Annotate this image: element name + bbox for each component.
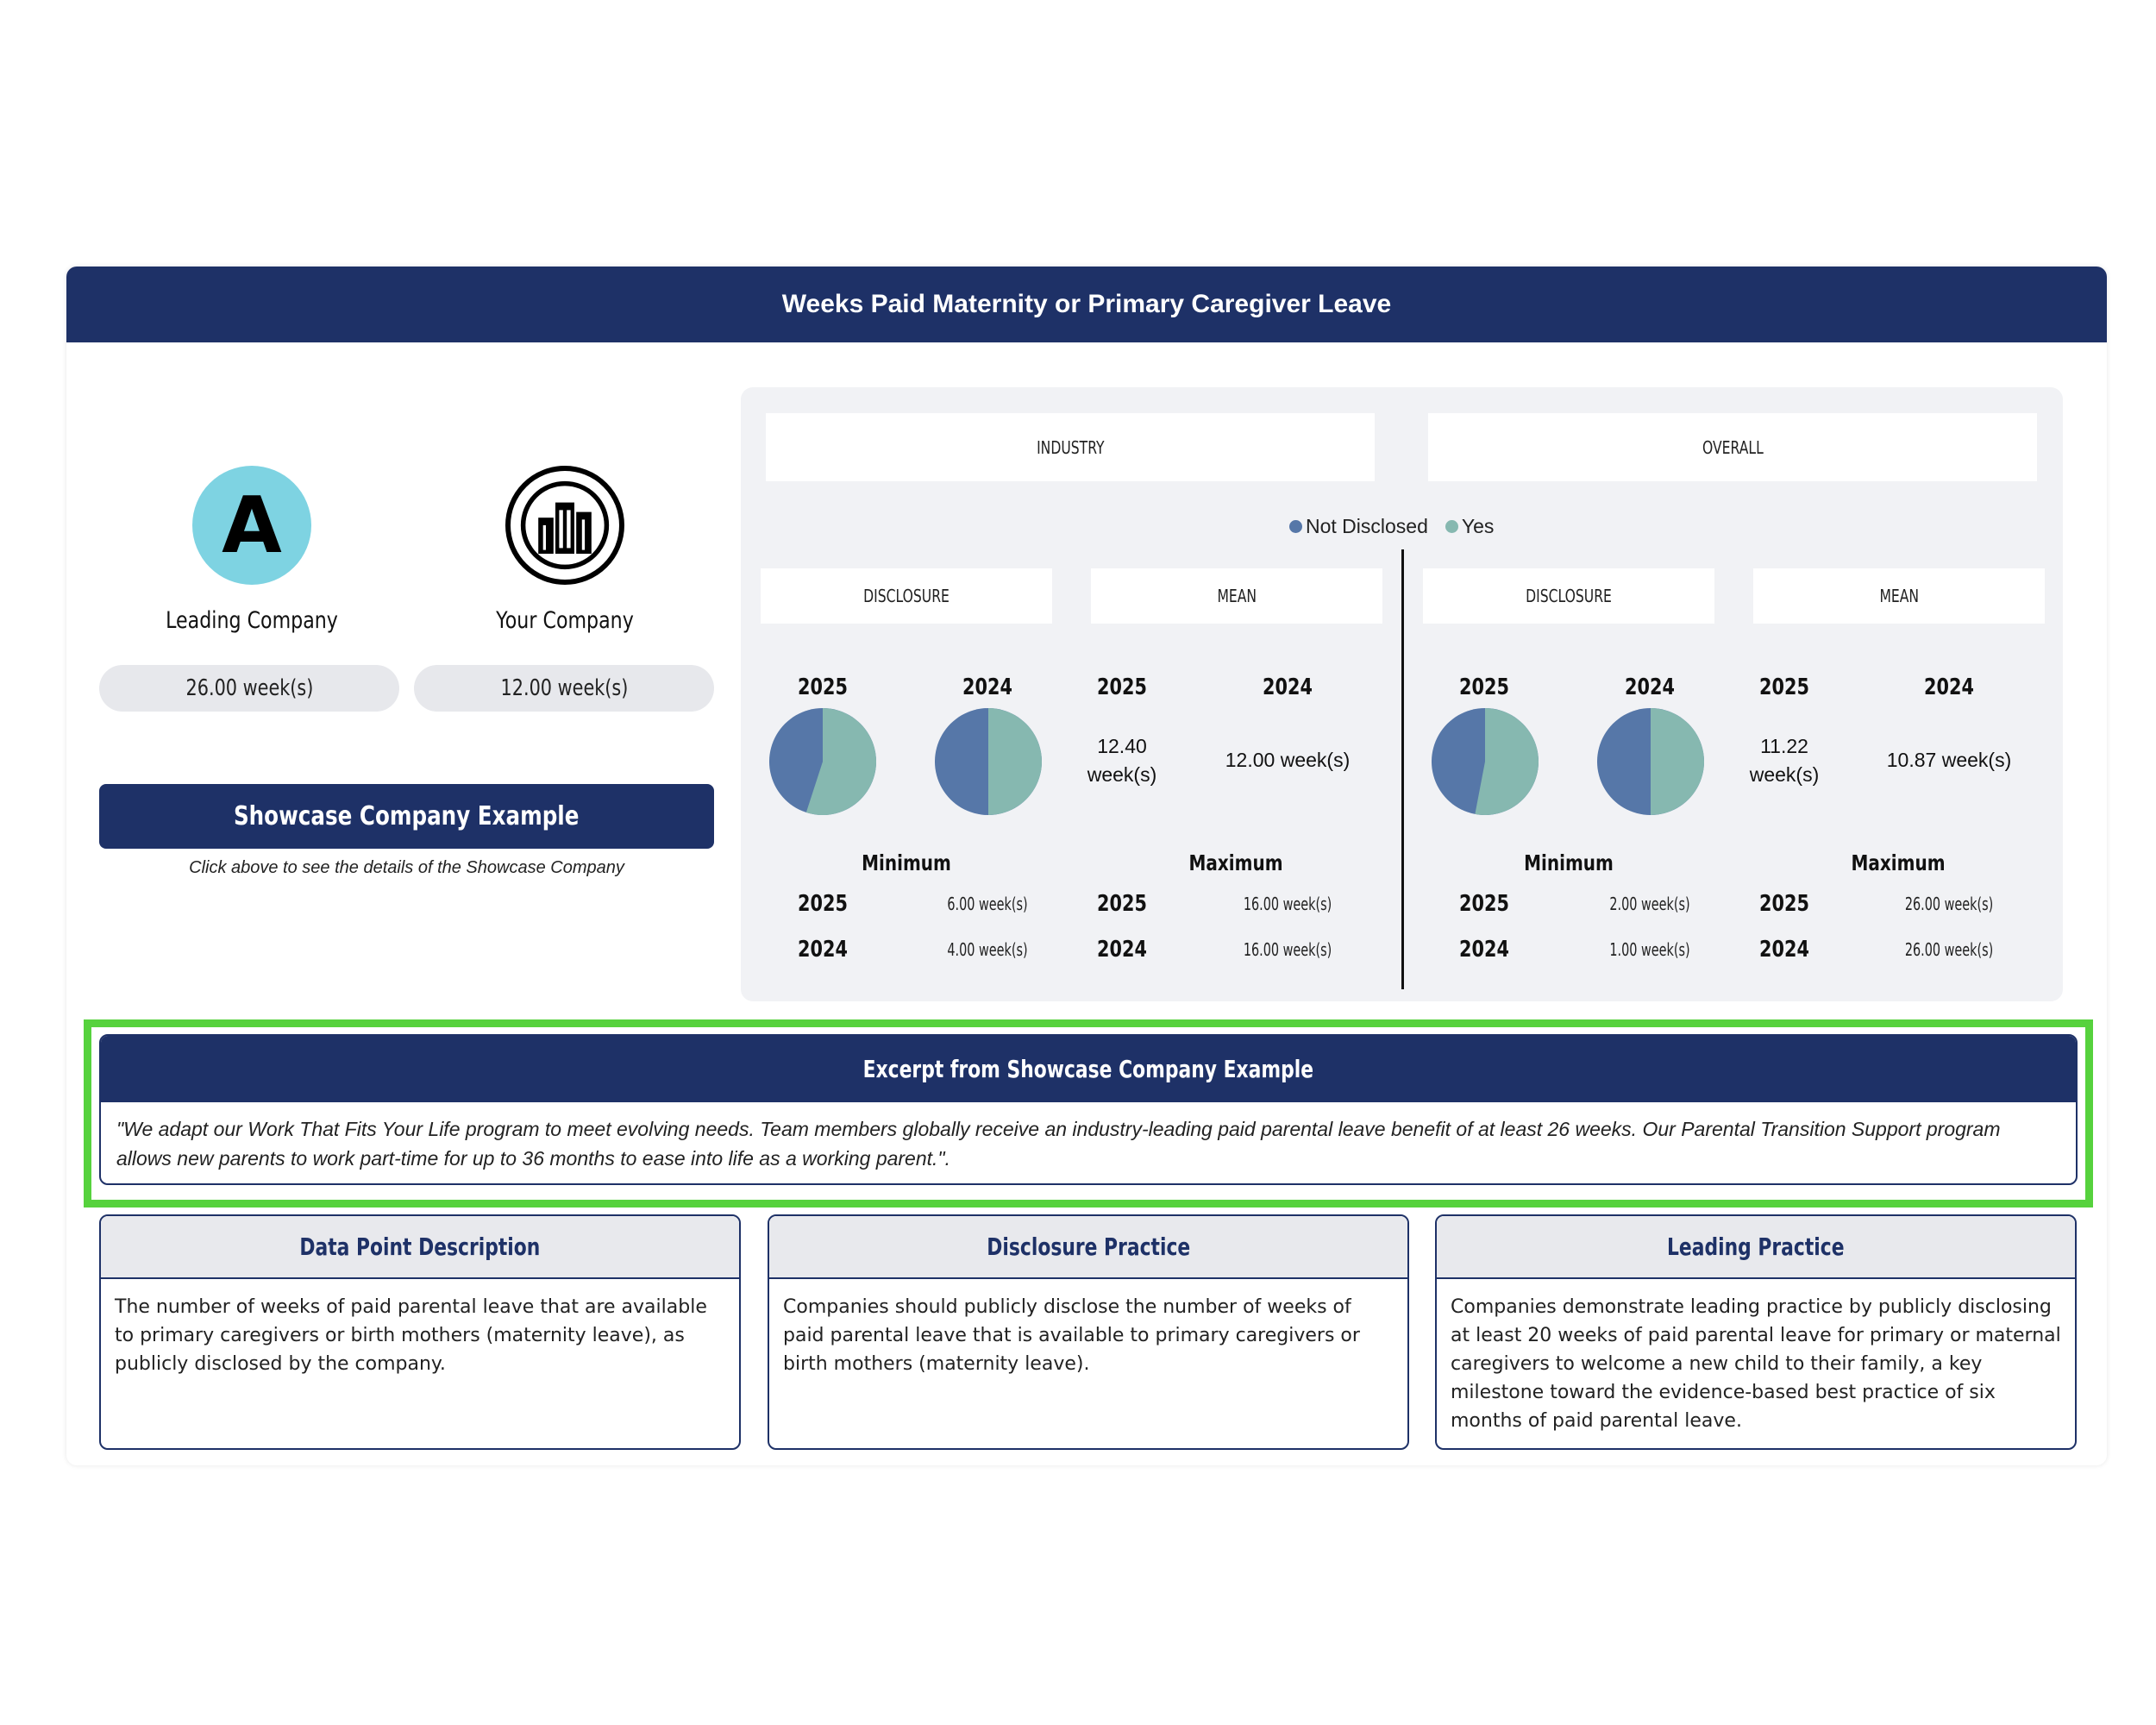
industry-mean-2025: 12.40 week(s) (1087, 735, 1157, 786)
overall-pie-2025 (1432, 708, 1539, 815)
overall-header: OVERALL (1428, 413, 2037, 481)
overall-max-year-2025: 2025 (1759, 891, 1809, 917)
overall-min-year-2025: 2025 (1459, 891, 1509, 917)
industry-mean-year-2025: 2025 (1097, 674, 1147, 700)
showcase-caption: Click above to see the details of the Showcase Company (189, 858, 624, 877)
industry-minimum-label: Minimum (862, 850, 951, 875)
overall-min-2024: 1.00 week(s) (1609, 939, 1690, 960)
leading-company-value: 26.00 week(s) (99, 665, 399, 712)
industry-max-2025: 16.00 week(s) (1243, 894, 1332, 914)
industry-disclosure-year-2024: 2024 (962, 674, 1012, 700)
overall-maximum-label: Maximum (1851, 850, 1946, 875)
industry-max-year-2024: 2024 (1097, 937, 1147, 963)
your-company-value: 12.00 week(s) (414, 665, 714, 712)
leading-company-name: Leading Company (166, 607, 338, 634)
overall-pie-2024-yes (1651, 708, 1704, 815)
excerpt-box (99, 1034, 2078, 1185)
legend-dot-yes (1445, 520, 1458, 533)
legend-dot-not-disclosed (1289, 520, 1302, 533)
industry-disclosure-header: DISCLOSURE (761, 568, 1052, 624)
overall-min-2025: 2.00 week(s) (1609, 894, 1690, 914)
industry-header: INDUSTRY (766, 413, 1375, 481)
your-company-name: Your Company (496, 607, 634, 634)
industry-pie-2025 (769, 708, 876, 815)
industry-min-year-2024: 2024 (798, 937, 848, 963)
industry-min-2025: 6.00 week(s) (947, 894, 1028, 914)
info-card-disclosure-practice (768, 1214, 1409, 1450)
leading-company (101, 466, 403, 634)
industry-max-year-2025: 2025 (1097, 891, 1147, 917)
pie-legend (1289, 515, 1494, 538)
info-card-body: Companies should publicly disclose the number of weeks of paid parental leave that is available to primary caregivers or birth mothers (maternity leave). (783, 1296, 1360, 1375)
info-card-body: Companies demonstrate leading practice by publicly disclosing at least 20 weeks of paid parental leave for primary or maternal caregivers to welcome a new child to their family, a key milestone toward the evidence-based best practice of six months of paid parental leave. (1451, 1296, 2061, 1432)
overall-max-2024: 26.00 week(s) (1904, 939, 1994, 960)
info-card-title: Leading Practice (1437, 1216, 2075, 1279)
info-card-title: Data Point Description (101, 1216, 739, 1279)
industry-min-2024: 4.00 week(s) (947, 939, 1028, 960)
industry-maximum-label: Maximum (1188, 850, 1283, 875)
industry-pie-2024-yes (988, 708, 1042, 815)
overall-max-year-2024: 2024 (1759, 937, 1809, 963)
overall-mean-year-2025: 2025 (1759, 674, 1809, 700)
industry-mean-year-2024: 2024 (1263, 674, 1313, 700)
industry-pie-2024 (935, 708, 1042, 815)
overall-max-2025: 26.00 week(s) (1904, 894, 1994, 914)
industry-disclosure-year-2025: 2025 (798, 674, 848, 700)
excerpt-title: Excerpt from Showcase Company Example (101, 1036, 2076, 1102)
card-title: Weeks Paid Maternity or Primary Caregiver Leave (66, 267, 2107, 342)
legend-not-disclosed: Not Disclosed (1306, 515, 1428, 537)
info-card-leading-practice (1435, 1214, 2077, 1450)
overall-disclosure-year-2025: 2025 (1459, 674, 1509, 700)
industry-max-2024: 16.00 week(s) (1243, 939, 1332, 960)
legend-yes: Yes (1461, 515, 1495, 537)
overall-disclosure-year-2024: 2024 (1625, 674, 1675, 700)
leading-company-logo: A (192, 466, 311, 585)
overall-mean-2024: 10.87 week(s) (1886, 749, 2012, 771)
your-company (414, 466, 716, 634)
building-icon (505, 466, 624, 585)
overall-minimum-label: Minimum (1524, 850, 1614, 875)
showcase-company-button[interactable]: Showcase Company Example (99, 784, 714, 849)
industry-min-year-2025: 2025 (798, 891, 848, 917)
excerpt-text: "We adapt our Work That Fits Your Life program to meet evolving needs. Team members globally receive an industry-leading paid parental leave benefit of at least 26 weeks. Our Parental Transition Support program allows new parents to work part-time for up to 36 months to ease into life as a working parent.". (116, 1118, 2001, 1170)
overall-disclosure-header: DISCLOSURE (1423, 568, 1714, 624)
overall-mean-header: MEAN (1753, 568, 2045, 624)
overall-min-year-2024: 2024 (1459, 937, 1509, 963)
overall-pie-2024 (1597, 708, 1704, 815)
section-divider (1401, 549, 1404, 989)
industry-mean-header: MEAN (1091, 568, 1382, 624)
info-card-title: Disclosure Practice (769, 1216, 1407, 1279)
industry-mean-2024: 12.00 week(s) (1225, 749, 1351, 771)
overall-mean-2025: 11.22 week(s) (1749, 735, 1820, 786)
info-card-data-point-description (99, 1214, 741, 1450)
overall-mean-year-2024: 2024 (1924, 674, 1974, 700)
info-card-body: The number of weeks of paid parental leave that are available to primary caregivers or birth mothers (maternity leave), as publicly disclosed by the company. (115, 1296, 707, 1375)
stats-panel (741, 387, 2063, 1001)
